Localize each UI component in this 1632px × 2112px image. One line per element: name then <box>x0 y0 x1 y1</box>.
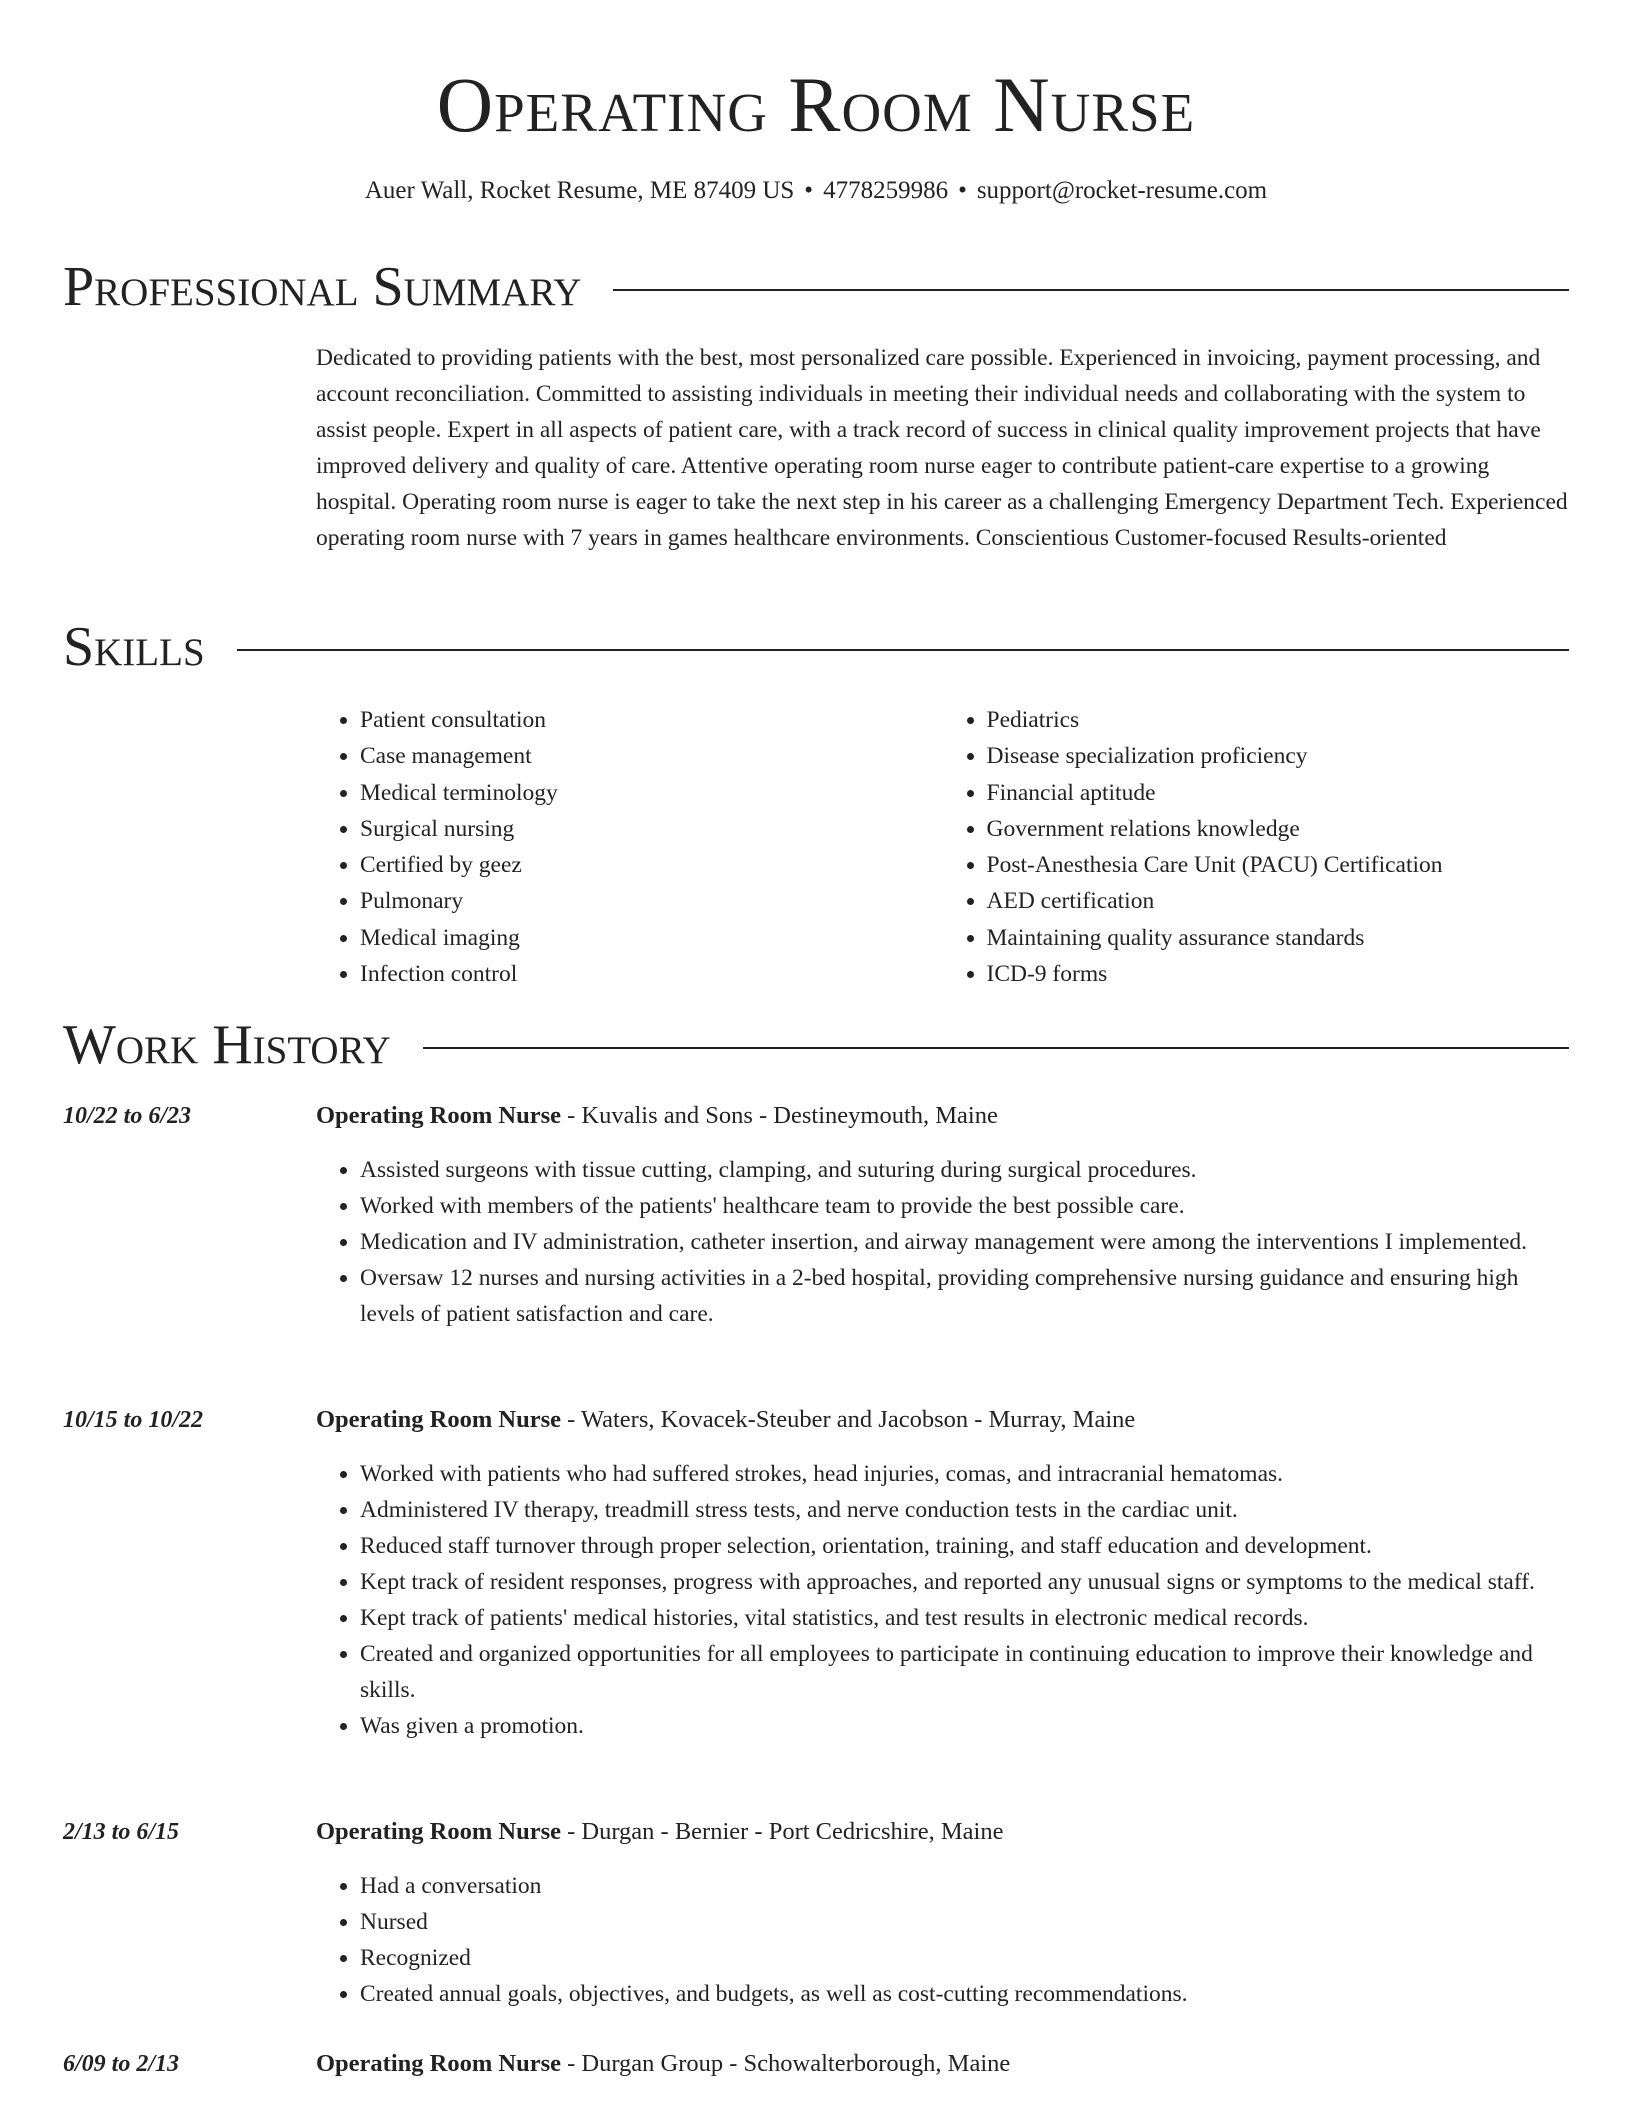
list-item: • Medication and IV administration, catheter insertion, and airway management were among the interventions I implemented. <box>360 1224 1569 1260</box>
job-title: Operating Room Nurse <box>316 2050 561 2077</box>
section-title: Work History <box>63 1014 391 1076</box>
list-item: • Created annual goals, objectives, and budgets, as well as cost-cutting recommendations. <box>360 1976 1569 2012</box>
job-employer: - Waters, Kovacek-Steuber and Jacobson - Murray, Maine <box>560 1406 1136 1433</box>
list-item: • Medical imaging <box>360 920 943 956</box>
list-item: • Medical terminology <box>360 775 943 811</box>
list-item: • Surgical nursing <box>360 811 943 847</box>
skills-column-left <box>316 702 943 992</box>
section-title: Professional Summary <box>63 256 582 318</box>
list-item: • Maintaining quality assurance standards <box>987 920 1570 956</box>
contact-separator: • <box>958 177 967 204</box>
list-item: • Reduced staff turnover through proper selection, orientation, training, and staff education and development. <box>360 1528 1569 1564</box>
list-item: • Disease specialization proficiency <box>987 738 1570 774</box>
contact-address: Auer Wall, Rocket Resume, ME 87409 US <box>364 177 795 204</box>
section-skills <box>63 615 1569 679</box>
list-item: • Pediatrics <box>987 702 1570 738</box>
list-item: • Pulmonary <box>360 883 943 919</box>
section-work-history <box>63 1013 1569 1077</box>
list-item: • Government relations knowledge <box>987 811 1570 847</box>
job-dates: 6/09 to 2/13 <box>63 2051 180 2077</box>
list-item: • Financial aptitude <box>987 775 1570 811</box>
section-professional-summary <box>63 255 1569 319</box>
list-item: • Nursed <box>360 1904 1569 1940</box>
job-title: Operating Room Nurse <box>316 1406 561 1433</box>
list-item: • Recognized <box>360 1940 1569 1976</box>
job-dates: 2/13 to 6/15 <box>63 1819 180 1845</box>
section-divider <box>423 1047 1569 1049</box>
job-dates: 10/22 to 6/23 <box>63 1103 192 1129</box>
list-item: • ICD-9 forms <box>987 956 1570 992</box>
job-employer: - Kuvalis and Sons - Destineymouth, Maine <box>560 1102 998 1129</box>
list-item: • Assisted surgeons with tissue cutting, clamping, and suturing during surgical procedures. <box>360 1152 1569 1188</box>
list-item: • Patient consultation <box>360 702 943 738</box>
job-employer: - Durgan - Bernier - Port Cedricshire, Maine <box>560 1818 1004 1845</box>
summary-text: Dedicated to providing patients with the best, most personalized care possible. Experienced in invoicing, payment processing, and account reconciliation. Committed to assisting individuals in meeting their individual needs and collaborating with the system to assist people. Expert in all aspects of patient care, with a track record of success in clinical quality improvement projects that have improved delivery and quality of care. Attentive operating room nurse eager to contribute patient-care expertise to a growing hospital. Operating room nurse is eager to take the next step in his career as a challenging Emergency Department Tech. Experienced operating room nurse with 7 years in games healthcare environments. Conscientious Customer-focused Results-oriented <box>316 345 1568 551</box>
job-bullets <box>316 1456 1569 1744</box>
job-employer: - Durgan Group - Schowalterborough, Maine <box>560 2050 1011 2077</box>
list-item: • Had a conversation <box>360 1868 1569 1904</box>
list-item: • Created and organized opportunities for all employees to participate in continuing education to improve their knowledge and skills. <box>360 1636 1569 1708</box>
list-item: • Oversaw 12 nurses and nursing activities in a 2-bed hospital, providing comprehensive nursing guidance and ensuring high levels of patient satisfaction and care. <box>360 1260 1569 1332</box>
job-heading <box>316 2046 1569 2082</box>
list-item: • Infection control <box>360 956 943 992</box>
list-item: • Post-Anesthesia Care Unit (PACU) Certification <box>987 847 1570 883</box>
list-item: • Administered IV therapy, treadmill stress tests, and nerve conduction tests in the cardiac unit. <box>360 1492 1569 1528</box>
list-item: • Case management <box>360 738 943 774</box>
job-heading <box>316 1402 1569 1438</box>
job-bullets <box>316 1152 1569 1332</box>
list-item: • Kept track of patients' medical histories, vital statistics, and test results in electronic medical records. <box>360 1600 1569 1636</box>
section-divider <box>613 289 1569 291</box>
contact-separator: • <box>804 177 814 204</box>
list-item: • Worked with members of the patients' healthcare team to provide the best possible care. <box>360 1188 1569 1224</box>
list-item: • AED certification <box>987 883 1570 919</box>
section-title: Skills <box>63 616 205 678</box>
list-item: • Was given a promotion. <box>360 1708 1569 1744</box>
skills-list <box>316 702 1569 992</box>
contact-phone: 4778259986 <box>823 177 949 204</box>
contact-line <box>0 174 1632 208</box>
skills-column-right <box>943 702 1570 992</box>
list-item: • Worked with patients who had suffered strokes, head injuries, comas, and intracranial hematomas. <box>360 1456 1569 1492</box>
job-title: Operating Room Nurse <box>316 1818 561 1845</box>
list-item: • Certified by geez <box>360 847 943 883</box>
job-title: Operating Room Nurse <box>316 1102 561 1129</box>
contact-email: support@rocket-resume.com <box>976 177 1268 204</box>
job-bullets <box>316 1868 1569 2012</box>
section-divider <box>237 649 1569 651</box>
list-item: • Kept track of resident responses, progress with approaches, and reported any unusual signs or symptoms to the medical staff. <box>360 1564 1569 1600</box>
job-heading <box>316 1814 1569 1850</box>
job-dates: 10/15 to 10/22 <box>63 1407 204 1433</box>
resume-name: Operating Room Nurse <box>436 61 1196 148</box>
job-heading <box>316 1098 1569 1134</box>
